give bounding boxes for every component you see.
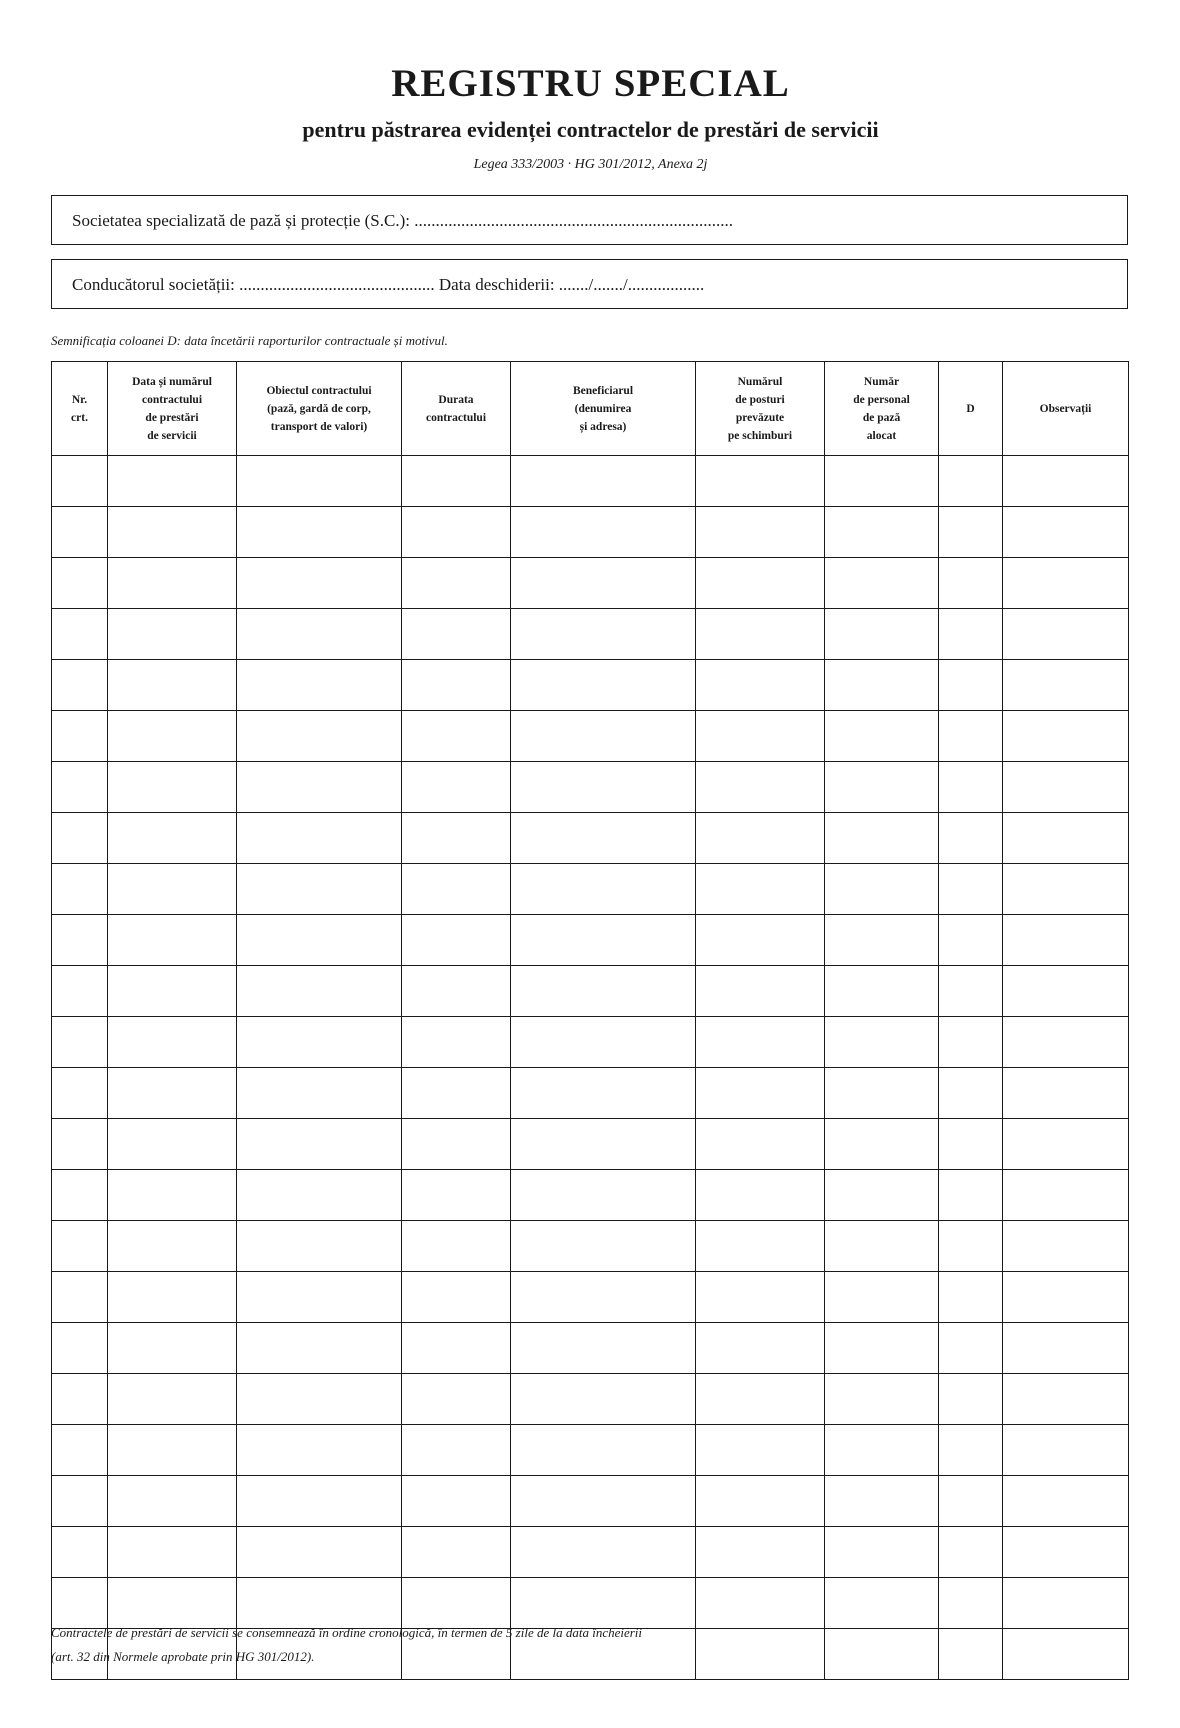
table-cell[interactable] xyxy=(108,1527,237,1578)
table-row xyxy=(52,915,1129,966)
table-cell[interactable] xyxy=(52,456,108,507)
column-d-note: Semnificația coloanei D: data încetării raporturilor contractuale și motivul. xyxy=(51,333,448,348)
table-cell[interactable] xyxy=(108,558,237,609)
table-cell[interactable] xyxy=(52,813,108,864)
table-cell[interactable] xyxy=(825,558,939,609)
table-cell[interactable] xyxy=(52,1272,108,1323)
table-row xyxy=(52,1221,1129,1272)
table-row xyxy=(52,1068,1129,1119)
table-cell[interactable] xyxy=(108,1119,237,1170)
header-contract-duration: Durata contractului xyxy=(402,362,511,456)
table-cell[interactable] xyxy=(696,1221,825,1272)
table-cell[interactable] xyxy=(825,966,939,1017)
table-cell[interactable] xyxy=(939,1119,1003,1170)
table-cell[interactable] xyxy=(402,1221,511,1272)
header-post-count: Numărul de posturi prevăzute pe schimburi xyxy=(696,362,825,456)
table-cell[interactable] xyxy=(696,1323,825,1374)
table-cell[interactable] xyxy=(696,1119,825,1170)
table-cell[interactable] xyxy=(511,1527,696,1578)
table-cell[interactable] xyxy=(825,864,939,915)
table-row xyxy=(52,711,1129,762)
table-cell[interactable] xyxy=(511,762,696,813)
table-cell[interactable] xyxy=(237,864,402,915)
table-cell[interactable] xyxy=(237,1425,402,1476)
table-cell[interactable] xyxy=(402,915,511,966)
table-cell[interactable] xyxy=(402,1068,511,1119)
table-cell[interactable] xyxy=(402,1119,511,1170)
table-cell[interactable] xyxy=(52,864,108,915)
header-column-d: D xyxy=(939,362,1003,456)
table-cell[interactable] xyxy=(511,558,696,609)
table-cell[interactable] xyxy=(511,1323,696,1374)
document-title: REGISTRU SPECIAL xyxy=(391,62,790,105)
table-row xyxy=(52,507,1129,558)
table-cell[interactable] xyxy=(237,813,402,864)
table-cell[interactable] xyxy=(511,1017,696,1068)
table-cell[interactable] xyxy=(696,1272,825,1323)
table-cell[interactable] xyxy=(825,1272,939,1323)
table-cell[interactable] xyxy=(939,1068,1003,1119)
table-cell[interactable] xyxy=(1003,456,1129,507)
table-cell[interactable] xyxy=(511,915,696,966)
table-cell[interactable] xyxy=(237,711,402,762)
table-cell[interactable] xyxy=(108,864,237,915)
header-contract-date-number: Data și numărul contractului de prestări de servicii xyxy=(108,362,237,456)
table-row xyxy=(52,762,1129,813)
table-row xyxy=(52,1476,1129,1527)
table-cell[interactable] xyxy=(825,660,939,711)
table-cell[interactable] xyxy=(402,456,511,507)
table-cell[interactable] xyxy=(108,1272,237,1323)
table-cell[interactable] xyxy=(511,1374,696,1425)
table-row xyxy=(52,1272,1129,1323)
table-cell[interactable] xyxy=(825,609,939,660)
table-cell[interactable] xyxy=(52,1527,108,1578)
table-cell[interactable] xyxy=(1003,660,1129,711)
company-label: Societatea specializată de pază și protecție (S.C.): xyxy=(72,211,410,230)
table-cell[interactable] xyxy=(402,558,511,609)
table-cell[interactable] xyxy=(825,1374,939,1425)
table-cell[interactable] xyxy=(696,711,825,762)
table-row xyxy=(52,1119,1129,1170)
table-cell[interactable] xyxy=(511,711,696,762)
table-cell[interactable] xyxy=(939,507,1003,558)
table-cell[interactable] xyxy=(1003,1170,1129,1221)
table-row xyxy=(52,456,1129,507)
table-cell[interactable] xyxy=(402,813,511,864)
table-cell[interactable] xyxy=(108,507,237,558)
table-cell[interactable] xyxy=(1003,762,1129,813)
table-cell[interactable] xyxy=(52,966,108,1017)
table-cell[interactable] xyxy=(237,1119,402,1170)
table-cell[interactable] xyxy=(52,1221,108,1272)
table-cell[interactable] xyxy=(1003,813,1129,864)
table-cell[interactable] xyxy=(108,762,237,813)
table-cell[interactable] xyxy=(511,1476,696,1527)
table-cell[interactable] xyxy=(939,456,1003,507)
table-cell[interactable] xyxy=(939,762,1003,813)
header-guard-staff: Număr de personal de pază alocat xyxy=(825,362,939,456)
table-row xyxy=(52,1425,1129,1476)
table-cell[interactable] xyxy=(108,1425,237,1476)
table-row xyxy=(52,966,1129,1017)
table-cell[interactable] xyxy=(108,456,237,507)
table-row xyxy=(52,1527,1129,1578)
table-cell[interactable] xyxy=(237,558,402,609)
footnote-line-2: (art. 32 din Normele aprobate prin HG 301/2012). xyxy=(51,1649,315,1664)
table-cell[interactable] xyxy=(939,711,1003,762)
table-cell[interactable] xyxy=(1003,1476,1129,1527)
table-cell[interactable] xyxy=(825,1476,939,1527)
table-cell[interactable] xyxy=(696,558,825,609)
table-cell[interactable] xyxy=(402,609,511,660)
table-cell[interactable] xyxy=(402,864,511,915)
table-cell[interactable] xyxy=(939,1425,1003,1476)
table-cell[interactable] xyxy=(237,966,402,1017)
table-cell[interactable] xyxy=(939,1374,1003,1425)
table-row xyxy=(52,609,1129,660)
table-cell[interactable] xyxy=(939,558,1003,609)
table-cell[interactable] xyxy=(696,456,825,507)
table-cell[interactable] xyxy=(52,507,108,558)
table-cell[interactable] xyxy=(1003,1272,1129,1323)
table-cell[interactable] xyxy=(237,1221,402,1272)
table-cell[interactable] xyxy=(1003,711,1129,762)
table-cell[interactable] xyxy=(825,1221,939,1272)
table-cell[interactable] xyxy=(825,507,939,558)
table-cell[interactable] xyxy=(939,864,1003,915)
table-cell[interactable] xyxy=(1003,1323,1129,1374)
table-cell[interactable] xyxy=(108,915,237,966)
table-cell[interactable] xyxy=(825,915,939,966)
table-cell[interactable] xyxy=(696,609,825,660)
table-cell[interactable] xyxy=(696,1170,825,1221)
table-cell[interactable] xyxy=(825,762,939,813)
table-cell[interactable] xyxy=(696,1017,825,1068)
register-table-body xyxy=(52,456,1129,1680)
footnote-line-1: Contractele de prestări de servicii se consemnează în ordine cronologică, în termen de 5 zile de la data încheierii xyxy=(51,1625,643,1640)
table-cell[interactable] xyxy=(237,507,402,558)
table-cell[interactable] xyxy=(511,1119,696,1170)
table-cell[interactable] xyxy=(696,813,825,864)
table-cell[interactable] xyxy=(1003,915,1129,966)
table-cell[interactable] xyxy=(939,660,1003,711)
table-cell[interactable] xyxy=(939,813,1003,864)
table-cell[interactable] xyxy=(108,660,237,711)
register-table xyxy=(51,361,1129,1680)
table-cell[interactable] xyxy=(237,609,402,660)
table-cell[interactable] xyxy=(939,1323,1003,1374)
table-cell[interactable] xyxy=(825,1170,939,1221)
table-cell[interactable] xyxy=(696,1068,825,1119)
table-cell[interactable] xyxy=(52,711,108,762)
table-cell[interactable] xyxy=(696,507,825,558)
table-cell[interactable] xyxy=(52,1323,108,1374)
table-cell[interactable] xyxy=(108,1374,237,1425)
table-cell[interactable] xyxy=(237,1323,402,1374)
table-row xyxy=(52,813,1129,864)
table-cell[interactable] xyxy=(402,1374,511,1425)
table-cell[interactable] xyxy=(511,1425,696,1476)
table-cell[interactable] xyxy=(825,1425,939,1476)
table-cell[interactable] xyxy=(108,1170,237,1221)
leader-field-box xyxy=(51,259,1128,309)
table-cell[interactable] xyxy=(402,1017,511,1068)
table-cell[interactable] xyxy=(511,456,696,507)
table-cell[interactable] xyxy=(237,1068,402,1119)
table-cell[interactable] xyxy=(825,813,939,864)
table-cell[interactable] xyxy=(1003,864,1129,915)
table-cell[interactable] xyxy=(825,1323,939,1374)
table-cell[interactable] xyxy=(1003,1374,1129,1425)
table-cell[interactable] xyxy=(825,1119,939,1170)
table-cell[interactable] xyxy=(1003,609,1129,660)
table-cell[interactable] xyxy=(696,915,825,966)
table-cell[interactable] xyxy=(402,660,511,711)
table-cell[interactable] xyxy=(696,660,825,711)
table-cell[interactable] xyxy=(52,558,108,609)
table-cell[interactable] xyxy=(402,1425,511,1476)
table-cell[interactable] xyxy=(52,1068,108,1119)
table-cell[interactable] xyxy=(237,915,402,966)
table-cell[interactable] xyxy=(511,813,696,864)
table-cell[interactable] xyxy=(511,609,696,660)
table-cell[interactable] xyxy=(108,1323,237,1374)
table-cell[interactable] xyxy=(237,762,402,813)
table-cell[interactable] xyxy=(511,1068,696,1119)
header-observations: Observații xyxy=(1003,362,1129,456)
table-cell[interactable] xyxy=(696,1476,825,1527)
table-cell[interactable] xyxy=(825,711,939,762)
leader-value[interactable]: .............................................. xyxy=(239,275,435,294)
table-cell[interactable] xyxy=(696,1374,825,1425)
table-cell[interactable] xyxy=(108,1221,237,1272)
table-cell[interactable] xyxy=(511,864,696,915)
table-cell[interactable] xyxy=(108,813,237,864)
table-cell[interactable] xyxy=(511,507,696,558)
table-cell[interactable] xyxy=(511,1272,696,1323)
table-cell[interactable] xyxy=(939,1170,1003,1221)
table-cell[interactable] xyxy=(1003,507,1129,558)
header-nr-crt: Nr. crt. xyxy=(52,362,108,456)
table-cell[interactable] xyxy=(696,864,825,915)
table-cell[interactable] xyxy=(52,1374,108,1425)
table-cell[interactable] xyxy=(237,1527,402,1578)
table-cell[interactable] xyxy=(52,1170,108,1221)
table-cell[interactable] xyxy=(108,1476,237,1527)
table-cell[interactable] xyxy=(402,1527,511,1578)
table-cell[interactable] xyxy=(939,915,1003,966)
table-cell[interactable] xyxy=(511,966,696,1017)
table-cell[interactable] xyxy=(237,1374,402,1425)
leader-label: Conducătorul societății: xyxy=(72,275,235,294)
table-cell[interactable] xyxy=(402,1323,511,1374)
table-cell[interactable] xyxy=(1003,1119,1129,1170)
table-cell[interactable] xyxy=(825,1017,939,1068)
table-cell[interactable] xyxy=(52,1119,108,1170)
table-cell[interactable] xyxy=(237,456,402,507)
table-cell[interactable] xyxy=(402,1272,511,1323)
table-row xyxy=(52,1017,1129,1068)
table-cell[interactable] xyxy=(1003,966,1129,1017)
table-row xyxy=(52,1374,1129,1425)
table-cell[interactable] xyxy=(1003,558,1129,609)
table-cell[interactable] xyxy=(237,1272,402,1323)
header-contract-object: Obiectul contractului (pază, gardă de corp, transport de valori) xyxy=(237,362,402,456)
table-cell[interactable] xyxy=(939,966,1003,1017)
table-cell[interactable] xyxy=(939,609,1003,660)
table-cell[interactable] xyxy=(1003,1527,1129,1578)
table-cell[interactable] xyxy=(1003,1425,1129,1476)
table-row xyxy=(52,558,1129,609)
table-cell[interactable] xyxy=(108,711,237,762)
table-cell[interactable] xyxy=(52,762,108,813)
table-cell[interactable] xyxy=(237,1017,402,1068)
table-cell[interactable] xyxy=(939,1527,1003,1578)
table-cell[interactable] xyxy=(108,966,237,1017)
table-cell[interactable] xyxy=(696,1425,825,1476)
table-cell[interactable] xyxy=(402,1170,511,1221)
table-cell[interactable] xyxy=(237,1170,402,1221)
opening-date-value[interactable]: ......./......./.................. xyxy=(558,275,705,294)
table-cell[interactable] xyxy=(402,711,511,762)
table-cell[interactable] xyxy=(511,1221,696,1272)
table-cell[interactable] xyxy=(52,1476,108,1527)
table-cell[interactable] xyxy=(939,1221,1003,1272)
company-field-box xyxy=(51,195,1128,245)
table-cell[interactable] xyxy=(402,1476,511,1527)
table-cell[interactable] xyxy=(402,966,511,1017)
table-row xyxy=(52,1170,1129,1221)
table-cell[interactable] xyxy=(52,609,108,660)
table-cell[interactable] xyxy=(52,1017,108,1068)
table-cell[interactable] xyxy=(511,1170,696,1221)
footnote xyxy=(51,1621,1130,1669)
document-subtitle: pentru păstrarea evidenței contractelor de prestări de servicii xyxy=(302,117,879,142)
company-value[interactable]: ........................................................................... xyxy=(414,211,733,230)
table-row xyxy=(52,1323,1129,1374)
table-cell[interactable] xyxy=(108,1068,237,1119)
table-cell[interactable] xyxy=(1003,1017,1129,1068)
table-cell[interactable] xyxy=(939,1272,1003,1323)
table-cell[interactable] xyxy=(825,456,939,507)
table-row xyxy=(52,660,1129,711)
table-cell[interactable] xyxy=(108,609,237,660)
table-cell[interactable] xyxy=(402,762,511,813)
table-cell[interactable] xyxy=(52,915,108,966)
table-header-row xyxy=(52,362,1129,456)
opening-date-label: Data deschiderii: xyxy=(438,275,555,294)
table-cell[interactable] xyxy=(696,762,825,813)
table-cell[interactable] xyxy=(1003,1221,1129,1272)
legal-reference: Legea 333/2003 · HG 301/2012, Anexa 2j xyxy=(473,157,708,172)
table-cell[interactable] xyxy=(52,1425,108,1476)
table-row xyxy=(52,864,1129,915)
table-cell[interactable] xyxy=(696,966,825,1017)
table-cell[interactable] xyxy=(52,660,108,711)
table-cell[interactable] xyxy=(237,1476,402,1527)
header-beneficiary: Beneficiarul (denumirea și adresa) xyxy=(511,362,696,456)
table-cell[interactable] xyxy=(402,507,511,558)
table-cell[interactable] xyxy=(939,1476,1003,1527)
table-cell[interactable] xyxy=(939,1017,1003,1068)
table-cell[interactable] xyxy=(696,1527,825,1578)
table-cell[interactable] xyxy=(108,1017,237,1068)
table-cell[interactable] xyxy=(237,660,402,711)
table-cell[interactable] xyxy=(825,1068,939,1119)
table-cell[interactable] xyxy=(511,660,696,711)
table-cell[interactable] xyxy=(825,1527,939,1578)
table-cell[interactable] xyxy=(1003,1068,1129,1119)
